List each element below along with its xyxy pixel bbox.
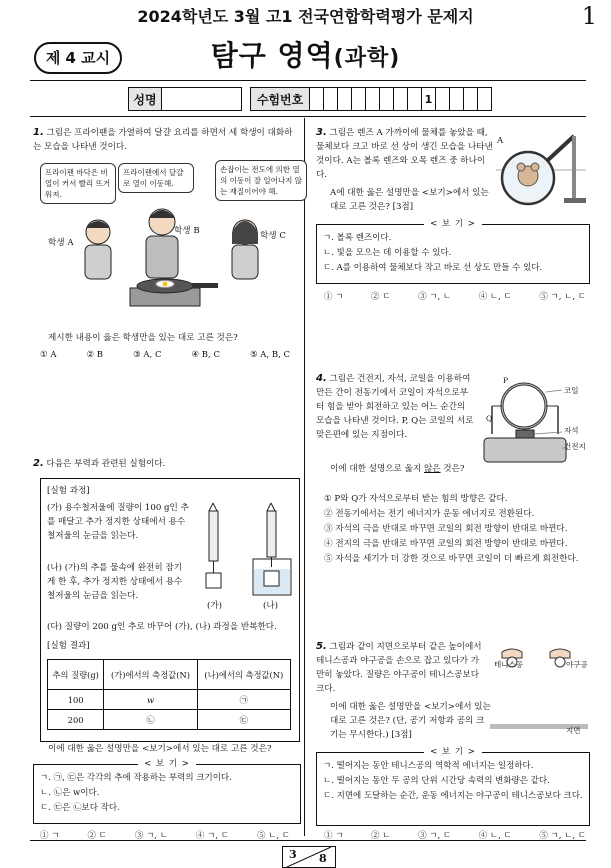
exam-number-cell[interactable] (366, 88, 380, 110)
exam-number-cell[interactable] (380, 88, 394, 110)
q3-bogi-item: ㄱ. 볼록 렌즈이다. (323, 233, 392, 243)
exam-number-label: 수험번호 (251, 88, 310, 110)
q2-result-table (47, 659, 291, 730)
q2-number: 2. (33, 458, 44, 469)
exam-number-cell[interactable] (450, 88, 464, 110)
q1-bubble-a: 프라이팬 바닥은 비열이 커서 빨리 뜨거워져. (40, 163, 116, 204)
q1-label-a: 학생 A (48, 238, 74, 248)
q4-text: 그림은 건전지, 자석, 코일을 이용하여 만든 간이 전동기에서 코일이 자석으로부터 힘을 받아 회전하고 있는 어느 순간의 모습을 나타낸 것이다. P, Q는 코일의 서로 맞은편에 있는 지점이다. (316, 374, 474, 440)
q3-bogi-box (316, 219, 590, 284)
table-row (48, 710, 291, 730)
q2-stem (33, 457, 299, 471)
q5-choice-2[interactable]: ② ㄴ (371, 831, 391, 841)
q4-label-battery: 건전지 (564, 442, 586, 451)
q2-bogi-item: ㄴ. ㉡은 w이다. (40, 788, 100, 798)
header-rule (30, 80, 586, 81)
q1-choice-3[interactable]: ③ A, C (133, 350, 162, 360)
q2-choice-3[interactable]: ③ ㄱ, ㄴ (134, 831, 168, 841)
q4-question-post: 것은? (443, 464, 465, 474)
q1-question: 제시한 내용이 옳은 학생만을 있는 대로 고른 것은? (48, 333, 238, 343)
name-field[interactable] (162, 88, 241, 110)
q2-step-da: (다) 질량이 200 g인 추로 바꾸어 (가), (나) 과정을 반복한다. (47, 622, 277, 632)
q1-choice-5[interactable]: ⑤ A, B, C (249, 350, 290, 360)
table-cell: ㉡ (104, 710, 197, 730)
table-row (48, 690, 291, 710)
period-badge: 제 4 교시 (34, 42, 122, 74)
q4-option-2[interactable]: ② 전동기에서는 전기 에너지가 운동 에너지로 전환된다. (324, 509, 535, 519)
subject-title (0, 34, 611, 74)
q1-bubble-b: 프라이팬에서 달걀로 열이 이동해. (118, 163, 194, 193)
q2-bogi-title: < 보 기 > (34, 757, 300, 769)
q3-choice-3[interactable]: ③ ㄱ, ㄴ (418, 292, 452, 302)
q1-number: 1. (33, 127, 44, 138)
q4-options (324, 492, 588, 567)
q5-choice-3[interactable]: ③ ㄱ, ㄷ (418, 831, 452, 841)
q3-stem (316, 126, 494, 182)
q2-step-na: (나) (가)의 추를 물속에 완전히 잠기게 한 후, 추가 정지한 상태에서 용수철저울의 눈금을 읽는다. (47, 563, 183, 601)
q2-bogi-box (33, 759, 301, 824)
q1-choice-1[interactable]: ① A (40, 350, 57, 360)
q4-option-1[interactable]: ① P와 Q가 자석으로부터 받는 힘의 방향은 같다. (324, 494, 508, 504)
q5-choice-5[interactable]: ⑤ ㄱ, ㄴ, ㄷ (539, 831, 586, 841)
q4-stem (316, 372, 476, 442)
table-header: 추의 질량(g) (48, 660, 104, 690)
page-number: 1 (581, 2, 597, 30)
q2-choice-4[interactable]: ④ ㄱ, ㄷ (195, 831, 229, 841)
q3-label-a: A (497, 136, 504, 146)
exam-number-digit: 1 (422, 88, 436, 110)
q1-text: 그림은 프라이팬을 가열하여 달걀 요리를 하면서 세 학생이 대화하는 모습을 나타낸 것이다. (33, 128, 293, 152)
q3-choice-5[interactable]: ⑤ ㄱ, ㄴ, ㄷ (539, 292, 586, 302)
page-indicator (282, 846, 336, 868)
q5-bogi-title: < 보 기 > (317, 745, 589, 757)
q3-choice-4[interactable]: ④ ㄴ, ㄷ (478, 292, 512, 302)
q4-option-4[interactable]: ④ 전지의 극을 반대로 바꾸면 코일의 회전 방향이 반대로 바뀐다. (324, 539, 568, 549)
exam-number-cell[interactable] (408, 88, 422, 110)
page-current: 3 (289, 848, 297, 861)
table-cell: w (104, 690, 197, 710)
q5-question: 이에 대한 옳은 설명만을 <보기>에서 있는 대로 고른 것은? (단, 공기 저항과 공의 크기는 무시한다.) [3점] (330, 702, 491, 740)
q4-question-pre: 이에 대한 설명으로 옳지 (330, 464, 422, 474)
footer-rule (30, 840, 586, 841)
table-cell: 100 (48, 690, 104, 710)
q5-stem (316, 640, 486, 696)
q4-option-3[interactable]: ③ 자석의 극을 반대로 바꾸면 코일의 회전 방향이 반대로 바뀐다. (324, 524, 568, 534)
q2-fig-na: (나) (263, 601, 279, 611)
q5-bogi-item: ㄱ. 떨어지는 동안 테니스공의 역학적 에너지는 일정하다. (323, 761, 534, 771)
q2-choice-5[interactable]: ⑤ ㄴ, ㄷ (256, 831, 290, 841)
table-cell: 200 (48, 710, 104, 730)
q3-bogi-item: ㄴ. 빛을 모으는 데 이용할 수 있다. (323, 248, 452, 258)
q2-choice-2[interactable]: ② ㄷ (87, 831, 107, 841)
q4-option-5[interactable]: ⑤ 자석을 세기가 더 강한 것으로 바꾸면 코일이 더 빠르게 회전한다. (324, 554, 579, 564)
exam-title: 2024학년도 3월 고1 전국연합학력평가 문제지 (137, 7, 474, 26)
exam-number-cell[interactable] (464, 88, 478, 110)
exam-number-cell[interactable] (394, 88, 408, 110)
q5-choice-4[interactable]: ④ ㄴ, ㄷ (478, 831, 512, 841)
q4-label-magnet: 자석 (564, 426, 579, 435)
q1-illustration (30, 200, 300, 315)
q3-choice-2[interactable]: ② ㄷ (371, 292, 391, 302)
q5-bogi-item: ㄴ. 떨어지는 동안 두 공의 단위 시간당 속력의 변화량은 같다. (323, 776, 550, 786)
page-total: 8 (319, 852, 327, 865)
q2-question: 이에 대한 옳은 설명만을 <보기>에서 있는 대로 고른 것은? (48, 744, 272, 754)
q5-number: 5. (316, 641, 327, 652)
table-header: (가)에서의 측정값(N) (104, 660, 197, 690)
q5-label-baseball: 야구공 (566, 660, 588, 669)
q5-text: 그림과 같이 지면으로부터 같은 높이에서 테니스공과 야구공을 손으로 잡고 있다가 가만히 놓았다. 질량은 야구공이 테니스공보다 크다. (316, 642, 482, 694)
table-cell: ㉠ (197, 690, 290, 710)
exam-number-cell[interactable] (310, 88, 324, 110)
q5-choice-1[interactable]: ① ㄱ (324, 831, 344, 841)
q5-label-tennis: 테니스공 (494, 660, 523, 669)
q2-bogi-item: ㄷ. ㉢은 ㉡보다 작다. (40, 803, 120, 813)
q4-number: 4. (316, 373, 327, 384)
q1-stem (33, 126, 299, 154)
q1-label-c: 학생 C (260, 231, 286, 241)
q2-choice-1[interactable]: ① ㄱ (40, 831, 60, 841)
q4-label-p: P (503, 376, 509, 385)
q3-bogi-item: ㄷ. A를 이용하여 물체보다 작고 바로 선 상도 만들 수 있다. (323, 263, 543, 273)
q5-bogi-box (316, 747, 590, 826)
q2-process-title: [실험 과정] (47, 486, 90, 496)
q1-choices (40, 350, 290, 360)
exam-number-cell[interactable] (436, 88, 450, 110)
q2-text: 다음은 부력과 관련된 실험이다. (46, 459, 166, 469)
q3-bogi-title: < 보 기 > (317, 217, 589, 229)
q4-label-q: Q (486, 414, 493, 423)
q3-choices (324, 290, 586, 302)
body-top-rule (30, 116, 586, 117)
q1-label-b: 학생 B (174, 226, 200, 236)
q3-text: 그림은 렌즈 A 가까이에 물체를 놓았을 때, 물체보다 크고 바로 선 상이 생긴 모습을 나타낸 것이다. A는 볼록 렌즈와 오목 렌즈 중 하나이다. (316, 128, 493, 180)
q3-choice-1[interactable]: ① ㄱ (324, 292, 344, 302)
exam-number-cell[interactable] (338, 88, 352, 110)
exam-number-cell[interactable] (324, 88, 338, 110)
q4-question (330, 462, 480, 476)
table-cell: ㉢ (197, 710, 290, 730)
q5-bogi-item: ㄷ. 지면에 도달하는 순간, 운동 에너지는 야구공이 테니스공보다 크다. (323, 791, 583, 801)
exam-number-cell[interactable] (478, 88, 491, 110)
q3-lens-figure (494, 126, 590, 214)
exam-number-box (250, 87, 492, 111)
subject-paren: (과학) (333, 46, 401, 71)
q5-label-ground: 지면 (566, 726, 581, 735)
q2-result-title: [실험 결과] (47, 641, 90, 651)
subject-name: 탐구 영역 (210, 39, 334, 72)
q3-question: A에 대한 옳은 설명만을 <보기>에서 있는 대로 고른 것은? [3점] (330, 188, 489, 212)
q3-number: 3. (316, 127, 327, 138)
column-separator (304, 118, 305, 836)
q2-experiment-box (40, 478, 300, 742)
q1-choice-4[interactable]: ④ B, C (191, 350, 220, 360)
q4-label-coil: 코일 (564, 386, 579, 395)
q2-scale-figure (191, 497, 296, 607)
q1-choice-2[interactable]: ② B (86, 350, 104, 360)
name-box (128, 87, 242, 111)
name-label: 성명 (129, 88, 162, 110)
q2-bogi-item: ㄱ. ㉠, ㉢은 각각의 추에 작용하는 부력의 크기이다. (40, 773, 232, 783)
q1-bubble-c: 손잡이는 전도에 의한 열의 이동이 잘 일어나지 않는 재질이어야 해. (215, 160, 307, 201)
q2-step-ga: (가) 용수철저울에 질량이 100 g인 추를 매달고 추가 정지한 상태에서 용수철저울의 눈금을 읽는다. (47, 503, 189, 541)
q2-fig-ga: (가) (207, 601, 223, 611)
table-header: (나)에서의 측정값(N) (197, 660, 290, 690)
exam-number-cell[interactable] (352, 88, 366, 110)
q4-question-not: 않은 (423, 464, 441, 474)
